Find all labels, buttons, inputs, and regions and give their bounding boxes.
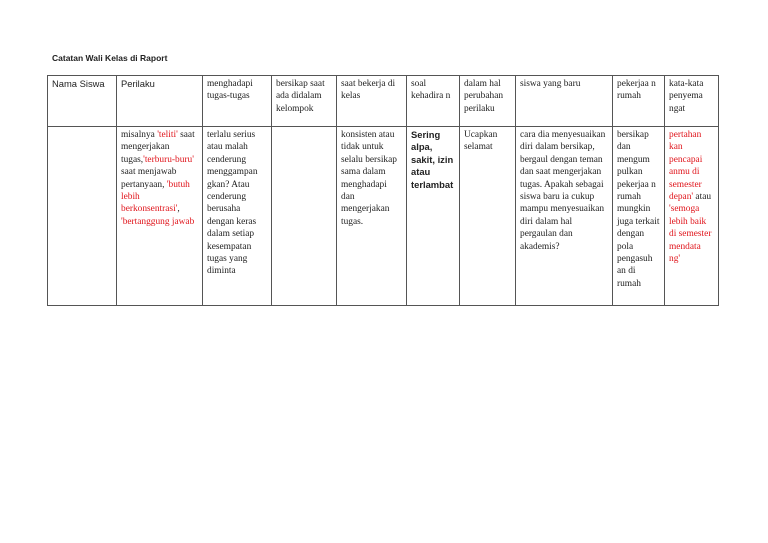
document-title: Catatan Wali Kelas di Raport: [52, 53, 168, 63]
penyemangat-example-1: pertahan kan pencapai anmu di semester depan': [669, 130, 703, 203]
report-notes-table: [47, 75, 719, 306]
header-perilaku: Perilaku: [117, 76, 203, 127]
perilaku-text-4: ,: [177, 204, 180, 215]
perilaku-example-teliti: 'teliti': [157, 130, 178, 140]
cell-bersikap-kelompok: [272, 127, 337, 306]
cell-perilaku: [117, 127, 203, 306]
header-nama-siswa: Nama Siswa: [48, 76, 117, 127]
header-pekerjaan-rumah: pekerjaa n rumah: [613, 76, 665, 127]
table-row: [48, 127, 719, 306]
cell-pekerjaan-rumah: bersikap dan mengum pulkan pekerjaa n rumah mungkin juga terkait dengan pola pengasuh an di rumah: [613, 127, 665, 306]
cell-nama-siswa: [48, 127, 117, 306]
table-header-row: [48, 76, 719, 127]
perilaku-text-1: misalnya: [121, 130, 158, 140]
perilaku-example-konsentrasi: 'butuh lebih berkonsentrasi': [121, 179, 190, 215]
cell-kehadiran: Sering alpa, sakit, izin atau terlambat: [407, 127, 460, 306]
cell-menghadapi-tugas: terlalu serius atau malah cenderung menggampan gkan? Atau cenderung berusaha dengan keras dalam setiap kesempatan tugas yang diminta: [203, 127, 272, 306]
cell-perubahan-perilaku: Ucapkan selamat: [460, 127, 516, 306]
perilaku-text-3: saat menjawab pertanyaan,: [121, 167, 177, 190]
header-kata-penyemangat: kata-kata penyema ngat: [665, 76, 719, 127]
header-bekerja-di-kelas: saat bekerja di kelas: [337, 76, 407, 127]
header-kehadiran: soal kehadira n: [407, 76, 460, 127]
perilaku-text-2: saat mengerjakan tugas,: [121, 130, 195, 165]
perilaku-example-bertanggung-jawab: 'bertanggung jawab: [121, 216, 195, 227]
cell-siswa-baru: cara dia menyesuaikan diri dalam bersikap, bergaul dengan teman dan saat mengerjakan tugas. Apakah sebagai siswa baru ia cukup mampu menyesuaikan diri dalam hal pergaulan dan akademis?: [516, 127, 613, 306]
cell-bekerja-di-kelas: konsisten atau tidak untuk selalu bersikap sama dalam menghadapi dan mengerjakan tugas.: [337, 127, 407, 306]
penyemangat-connector: atau: [693, 192, 712, 203]
header-bersikap-kelompok: bersikap saat ada didalam kelompok: [272, 76, 337, 127]
perilaku-example-terburu-buru: 'terburu-buru': [143, 154, 194, 165]
header-perubahan-perilaku: dalam hal perubahan perilaku: [460, 76, 516, 127]
header-menghadapi-tugas: menghadapi tugas-tugas: [203, 76, 272, 127]
header-siswa-baru: siswa yang baru: [516, 76, 613, 127]
penyemangat-example-2: 'semoga lebih baik di semester mendata ng': [669, 204, 712, 265]
cell-kata-penyemangat: [665, 127, 719, 306]
